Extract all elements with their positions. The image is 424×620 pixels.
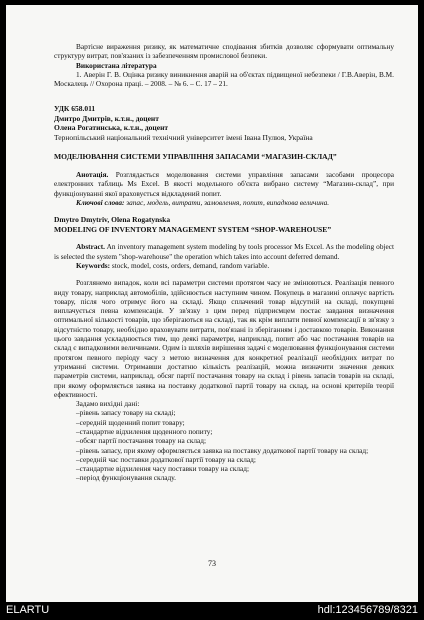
affiliation: Тернопільський національний технічний університет імені Івана Пулюя, Україна — [54, 132, 313, 142]
page-number: 73 — [208, 559, 216, 568]
udk-code: УДК 658.011 — [54, 104, 96, 114]
document-page — [6, 5, 418, 602]
list-item: –рівень запасу товару на складі; — [76, 408, 176, 418]
given-data-list — [54, 408, 394, 482]
list-item: –стандартне відхилення часу поставки товару на склад; — [76, 464, 250, 474]
ua-abstract — [54, 170, 394, 198]
list-item: –середній щоденний попит товару; — [76, 417, 185, 427]
ua-keywords-label: Ключові слова: — [76, 197, 125, 207]
en-abstract-label: Abstract. — [76, 242, 105, 252]
references-heading: Використана література — [76, 60, 157, 70]
en-keywords — [54, 261, 394, 270]
ua-keywords-text: запас, модель, витрати, замовлення, попит, випадкова величина. — [126, 197, 330, 207]
author-1: Дмитро Дмитрів, к.т.н., доцент — [54, 113, 159, 123]
given-data-intro: Задамо вихідні дані: — [76, 399, 140, 409]
body-paragraph: Розглянемо випадок, коли всі параметри системи протягом часу не змінюються. Реалізація певного виду товару, наприклад автомобілів, здійснюється наступним чином. Покупець в магазині оплачує вартість товару, після чого отримує його на складі. Якщо сплачений товар відсутній на складі, покупцеві виплачується певна компенсація. У зв'язку з цим перед підприємцем постає завдання визначення оптимальної кількості товарів, що зберігаються на складі, так як крім виплати певної компенсації в зв'язку з відсутністю товару, необхідно враховувати витрати, пов'язані із зберіганням і доставкою товарів. Виконання цього завдання ускладнюється тим, що деякі параметри, наприклад, попит або час постачання товарів на склад є випадковими величинами. Одим із шляхів вирішення задачі є моделювання функціонування системи протягом певного періоду часу з метою визначення для конкретної реалізації необхідних витрат по утриманні системи. Отримавши достатню кількість реалізацій, можна визначити значення деяких параметрів системи, наприклад, обсяг партії постачання товару на склад і рівень запасів товарів на складі, при якому оформляється заявка на поставку додаткової партії товару на склад, на основі критеріїв теорії ефективності. — [54, 278, 394, 399]
ua-keywords — [54, 198, 394, 207]
en-keywords-text: stock, model, costs, orders, demand, random variable. — [111, 260, 270, 270]
repository-label: ELARTU — [6, 604, 50, 616]
list-item: –обсяг партії постачання товару на склад; — [76, 436, 207, 446]
en-title: MODELING OF INVENTORY MANAGEMENT SYSTEM “SHOP-WAREHOUSE” — [54, 224, 332, 234]
list-item: –рівень запасу, при якому оформляється заявка на поставку додаткової партії товару на склад; — [76, 445, 369, 455]
reference-item: 1. Аверін Г. В. Оцінка ризику виникнення аварій на об'єктах підвищеної небезпеки / Г.В.Аверін, В.М. Москалець // Охорона праці. – 2008. – № 6. – С. 17 – 21. — [54, 69, 394, 89]
ua-abstract-label: Анотація. — [76, 170, 109, 180]
intro-paragraph: Вартісне вираження ризику, як математичне сподівання збитків дозволяє сформувати оптимальну структуру витрат, пов'язаних із забезпеченням промислової безпеки. — [54, 42, 394, 61]
scan-footer — [0, 604, 424, 620]
en-abstract-text: An inventory management system modeling by tools processor Ms Excel. As the modeling object is selected the system "shop-warehouse" the operation which takes into account deferred demand. — [54, 242, 395, 261]
ua-abstract-text: Розглядається моделювання системи управління запасами засобами процесора електронних таблиць Ms Excel. В якості модельного об'єкта вибрано систему “Магазин-склад”, при функціонуванні якої враховується відкладений попит. — [54, 170, 394, 198]
list-item: –середній час поставки додаткової партії товару на склад; — [76, 454, 256, 464]
ua-title: МОДЕЛЮВАННЯ СИСТЕМИ УПРАВЛІННЯ ЗАПАСАМИ “МАГАЗИН-СКЛАД” — [54, 152, 337, 162]
en-abstract — [54, 242, 394, 261]
list-item: –стандартне відхилення щоденного попиту; — [76, 427, 213, 436]
author-2: Олена Рогатинська, к.т.н., доцент — [54, 123, 169, 133]
handle-id: hdl:123456789/8321 — [317, 604, 418, 616]
en-keywords-label: Keywords: — [76, 260, 111, 270]
list-item: –період функціонування складу. — [76, 473, 176, 483]
en-authors: Dmytro Dmytriv, Olena Rogatynska — [54, 215, 171, 225]
